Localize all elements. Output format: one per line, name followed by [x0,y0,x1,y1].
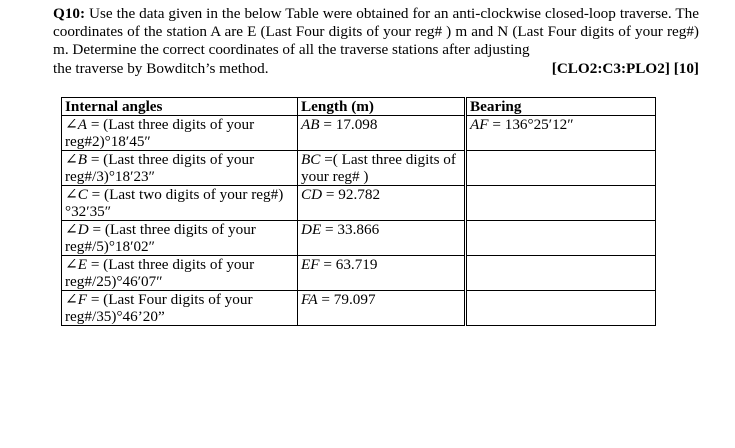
question-paragraph [53,5,699,60]
length-value: =( Last three digits of your reg# ) [301,151,456,185]
table-body [62,116,656,326]
question-text-end: the traverse by Bowditch’s method. [53,59,269,77]
header-internal-angles: Internal angles [62,98,298,116]
header-length: Length (m) [298,98,465,116]
angle-value: = (Last three digits of your reg#2)°18′45″ [65,116,255,150]
length-cell [298,151,465,186]
length-value: = 79.097 [317,291,376,308]
bearing-value: = 136°25′12″ [488,116,574,133]
line-name: EF [301,256,320,273]
angle-cell [62,151,298,186]
line-name: CD [301,186,323,203]
table-row [62,116,656,151]
question-number: Q10: [53,5,86,22]
question-text: Use the data given in the below Table were obtained for an anti-clockwise closed-loop traverse. The coordinates of the station A are E (Last Four digits of your reg# ) m and N (Last Four digits of your reg#) m. Determine the correct coordinates of all the traverse stations after adjusting [53,5,700,59]
length-value: = 33.866 [321,221,380,238]
bearing-line: AF [470,116,489,133]
header-bearing: Bearing [467,98,656,116]
length-value: = 17.098 [319,116,378,133]
bearing-cell [467,291,656,326]
angle-cell [62,186,298,221]
table-row [62,186,656,221]
angle-symbol: ∠D [65,221,89,238]
length-cell [298,291,465,326]
angle-symbol: ∠B [65,151,88,168]
bearing-cell [467,151,656,186]
angle-symbol: ∠E [65,256,88,273]
table-header-row [62,98,656,116]
table-row [62,221,656,256]
angle-cell [62,116,298,151]
angle-cell [62,291,298,326]
table-row [62,291,656,326]
length-cell [298,221,465,256]
bearing-cell [467,116,656,151]
angle-symbol: ∠A [65,116,88,133]
bearing-cell [467,256,656,291]
bearing-cell [467,221,656,256]
length-cell [298,186,465,221]
traverse-table [61,97,656,326]
length-value: = 92.782 [322,186,381,203]
table-row [62,256,656,291]
angle-value: = (Last three digits of your reg#/5)°18′02″ [65,221,256,255]
angle-value: = (Last two digits of your reg#)°32′35″ [65,186,284,220]
angle-value: = (Last three digits of your reg#/3)°18′23″ [65,151,255,185]
length-cell [298,116,465,151]
question-block [53,5,699,78]
angle-cell [62,256,298,291]
bearing-cell [467,186,656,221]
question-last-line [53,60,699,78]
length-value: = 63.719 [319,256,378,273]
line-name: AB [301,116,320,133]
line-name: DE [301,221,322,238]
table-row [62,151,656,186]
question-reference: [CLO2:C3:PLO2] [10] [551,59,699,77]
angle-symbol: ∠C [65,186,88,203]
line-name: BC [301,151,321,168]
line-name: FA [301,291,318,308]
length-cell [298,256,465,291]
angle-symbol: ∠F [65,291,88,308]
angle-value: = (Last three digits of your reg#/25)°46′07″ [65,256,255,290]
angle-value: = (Last Four digits of your reg#/35)°46’20” [65,291,253,325]
angle-cell [62,221,298,256]
